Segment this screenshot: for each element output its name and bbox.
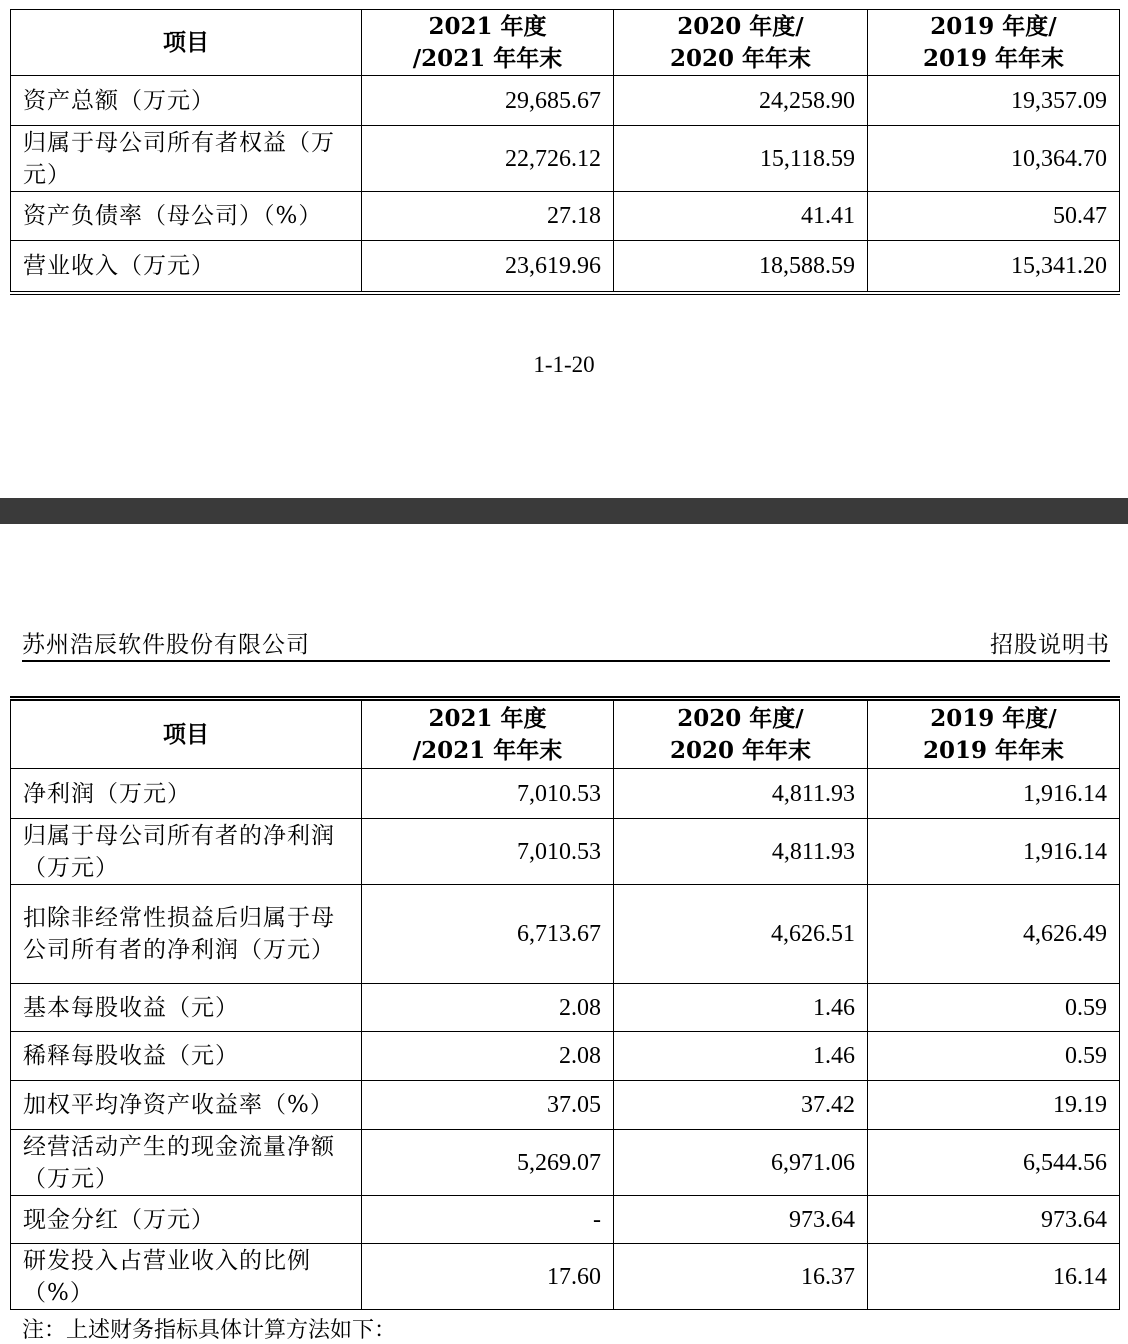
cell-2021: 37.05	[362, 1081, 614, 1130]
row-label: 稀释每股收益（元）	[11, 1032, 362, 1081]
cell-2021: 7,010.53	[362, 819, 614, 885]
cell-2019: 1,916.14	[868, 769, 1120, 819]
financial-table-part2	[10, 696, 1120, 1310]
table-footnote: 注：上述财务指标具体计算方法如下：	[22, 1318, 397, 1343]
cell-2019: 973.64	[868, 1196, 1120, 1244]
table-row	[11, 241, 1120, 293]
table-row	[11, 1032, 1120, 1081]
cell-2020: 4,626.51	[614, 885, 868, 984]
row-label: 归属于母公司所有者的净利润（万元）	[11, 819, 362, 885]
cell-2021: 5,269.07	[362, 1130, 614, 1196]
row-label: 基本每股收益（元）	[11, 984, 362, 1032]
cell-2021: 2.08	[362, 984, 614, 1032]
cell-2019: 19.19	[868, 1081, 1120, 1130]
cell-2021: 22,726.12	[362, 126, 614, 192]
cell-2019: 6,544.56	[868, 1130, 1120, 1196]
row-label: 扣除非经常性损益后归属于母公司所有者的净利润（万元）	[11, 885, 362, 984]
cell-2021: 29,685.67	[362, 76, 614, 126]
table-row	[11, 769, 1120, 819]
cell-2020: 41.41	[614, 192, 868, 241]
cell-2020: 37.42	[614, 1081, 868, 1130]
cell-2021: 6,713.67	[362, 885, 614, 984]
cell-2019: 10,364.70	[868, 126, 1120, 192]
cell-2020: 24,258.90	[614, 76, 868, 126]
financial-table-part1	[10, 9, 1120, 295]
cell-2021: -	[362, 1196, 614, 1244]
row-label: 资产负债率（母公司）（%）	[11, 192, 362, 241]
cell-2020: 15,118.59	[614, 126, 868, 192]
cell-2020: 4,811.93	[614, 769, 868, 819]
table-row	[11, 984, 1120, 1032]
row-label: 归属于母公司所有者权益（万元）	[11, 126, 362, 192]
cell-2019: 16.14	[868, 1244, 1120, 1310]
cell-2019: 50.47	[868, 192, 1120, 241]
cell-2019: 0.59	[868, 984, 1120, 1032]
header-item: 项目	[11, 699, 362, 769]
header-item: 项目	[11, 10, 362, 76]
cell-2019: 4,626.49	[868, 885, 1120, 984]
table-row	[11, 192, 1120, 241]
page-number: 1-1-20	[533, 352, 595, 377]
header-2021: 2021 年度 /2021 年年末	[362, 10, 614, 76]
header-2019: 2019 年度/ 2019 年年末	[868, 10, 1120, 76]
row-label: 净利润（万元）	[11, 769, 362, 819]
row-label: 营业收入（万元）	[11, 241, 362, 293]
table-row	[11, 126, 1120, 192]
cell-2020: 973.64	[614, 1196, 868, 1244]
document-header	[22, 626, 1110, 662]
header-2019: 2019 年度/ 2019 年年末	[868, 699, 1120, 769]
table-row	[11, 1244, 1120, 1310]
row-label: 研发投入占营业收入的比例（%）	[11, 1244, 362, 1310]
row-label: 资产总额（万元）	[11, 76, 362, 126]
cell-2021: 2.08	[362, 1032, 614, 1081]
table-header-row	[11, 10, 1120, 76]
company-name: 苏州浩辰软件股份有限公司	[22, 632, 310, 658]
row-label: 经营活动产生的现金流量净额（万元）	[11, 1130, 362, 1196]
cell-2019: 1,916.14	[868, 819, 1120, 885]
cell-2020: 1.46	[614, 984, 868, 1032]
document-type: 招股说明书	[990, 632, 1110, 658]
cell-2020: 18,588.59	[614, 241, 868, 293]
cell-2021: 23,619.96	[362, 241, 614, 293]
table-row	[11, 76, 1120, 126]
cell-2019: 15,341.20	[868, 241, 1120, 293]
header-2020: 2020 年度/ 2020 年年末	[614, 10, 868, 76]
table-row	[11, 1130, 1120, 1196]
cell-2020: 16.37	[614, 1244, 868, 1310]
row-label: 加权平均净资产收益率（%）	[11, 1081, 362, 1130]
table-row	[11, 1081, 1120, 1130]
cell-2021: 7,010.53	[362, 769, 614, 819]
cell-2020: 6,971.06	[614, 1130, 868, 1196]
cell-2019: 0.59	[868, 1032, 1120, 1081]
cell-2020: 4,811.93	[614, 819, 868, 885]
row-label: 现金分红（万元）	[11, 1196, 362, 1244]
table-header-row	[11, 699, 1120, 769]
cell-2021: 27.18	[362, 192, 614, 241]
header-2021: 2021 年度 /2021 年年末	[362, 699, 614, 769]
table-row	[11, 819, 1120, 885]
header-2020: 2020 年度/ 2020 年年末	[614, 699, 868, 769]
cell-2020: 1.46	[614, 1032, 868, 1081]
cell-2021: 17.60	[362, 1244, 614, 1310]
table-row	[11, 885, 1120, 984]
table-row	[11, 1196, 1120, 1244]
page-divider	[0, 498, 1128, 524]
cell-2019: 19,357.09	[868, 76, 1120, 126]
